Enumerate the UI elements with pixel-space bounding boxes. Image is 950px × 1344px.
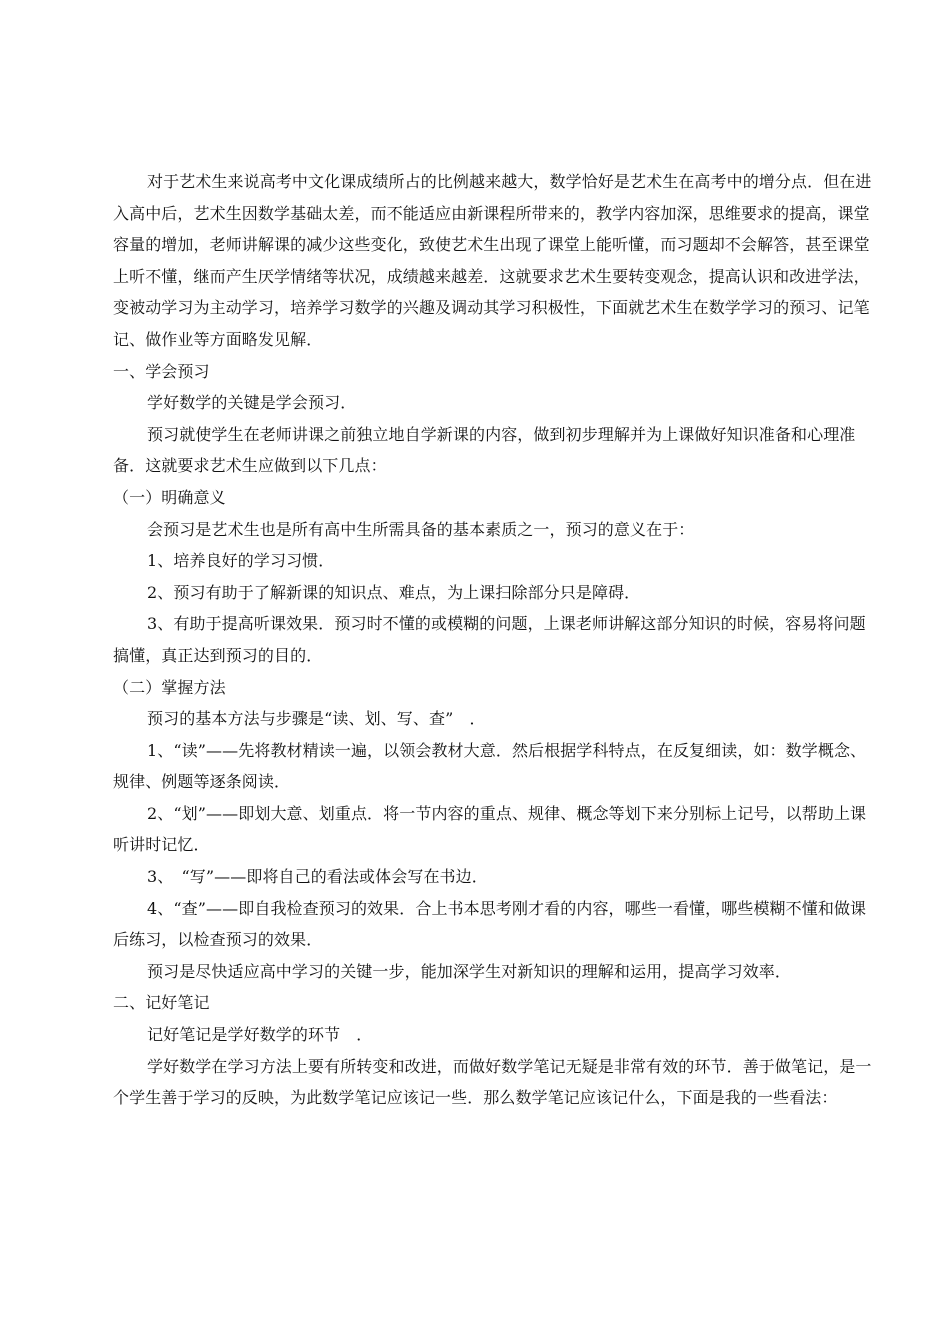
- subsection-heading-method: （二）掌握方法: [113, 677, 226, 697]
- subsection-heading-meaning: （一）明确意义: [113, 487, 226, 507]
- paragraph: 预习是尽快适应高中学习的关键一步，能加深学生对新知识的理解和运用，提高学习效率．: [147, 961, 792, 981]
- paragraph: 记好笔记是学好数学的环节 ．: [147, 1025, 373, 1045]
- paragraph: 学好数学的关键是学会预习．: [147, 393, 357, 413]
- list-item: 4、“查”——即自我检查预习的效果．合上书本思考刚才看的内容，哪些一看懂，哪些模糊不懂和做课后练习，以检查预习的效果．: [113, 898, 867, 950]
- list-item: 1、“读”——先将教材精读一遍，以领会教材大意．然后根据学科特点，在反复细读，如：数学概念、规律、例题等逐条阅读．: [113, 740, 867, 792]
- paragraph: 预习就使学生在老师讲课之前独立地自学新课的内容，做到初步理解并为上课做好知识准备和心理准备．这就要求艺术生应做到以下几点：: [113, 424, 856, 476]
- intro-paragraph: 对于艺术生来说高考中文化课成绩所占的比例越来越大，数学恰好是艺术生在高考中的增分点．但在进入高中后，艺术生因数学基础太差，而不能适应由新课程所带来的，教学内容加深，思维要求的提高，课堂容量的增加，老师讲解课的减少这些变化，致使艺术生出现了课堂上能听懂，而习题却不会解答，甚至课堂上听不懂，继而产生厌学情绪等状况，成绩越来越差．这就要求艺术生要转变观念，提高认识和改进学法，变被动学习为主动学习，培养学习数学的兴趣及调动其学习积极性，下面就艺术生在数学学习的预习、记笔记、做作业等方面略发见解．: [113, 172, 872, 349]
- list-item: 3、 “写”——即将自己的看法或体会写在书边．: [147, 867, 488, 887]
- list-item: 3、有助于提高听课效果．预习时不懂的或模糊的问题，上课老师讲解这部分知识的时候，容易将问题搞懂，真正达到预习的目的．: [113, 614, 866, 665]
- paragraph: 学好数学在学习方法上要有所转变和改进，而做好数学笔记无疑是非常有效的环节．善于做笔记，是一个学生善于学习的反映，为此数学笔记应该记一些．那么数学笔记应该记什么，下面是我的一些看法：: [113, 1056, 872, 1108]
- section-heading-preview: 一、学会预习: [113, 361, 210, 381]
- paragraph: 会预习是艺术生也是所有高中生所需具备的基本素质之一，预习的意义在于：: [147, 519, 695, 539]
- paragraph: 预习的基本方法与步骤是“读、划、写、查” ．: [147, 709, 486, 729]
- document-body: [113, 166, 873, 1114]
- list-item: 1、培养良好的学习习惯．: [147, 551, 335, 571]
- section-heading-notes: 二、记好笔记: [113, 993, 210, 1013]
- list-item: 2、预习有助于了解新课的知识点、难点，为上课扫除部分只是障碍．: [147, 582, 641, 602]
- list-item: 2、“划”——即划大意、划重点．将一节内容的重点、规律、概念等划下来分别标上记号，以帮助上课听讲时记忆．: [113, 803, 867, 855]
